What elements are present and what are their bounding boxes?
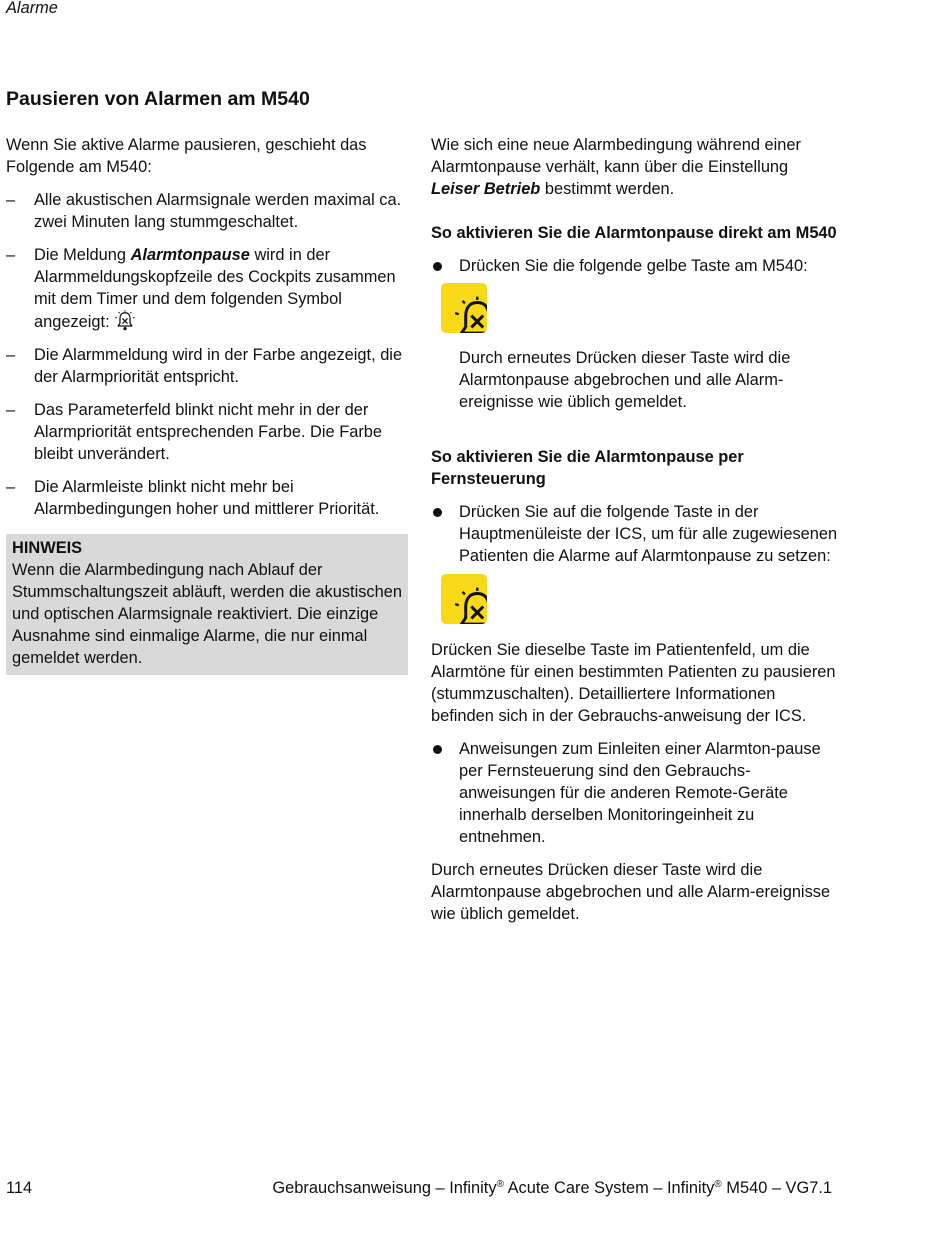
right-intro: Wie sich eine neue Alarmbedingung während einer Alarmtonpause verhält, kann über die Einstellung Leiser Betrieb bestimmt werden.: [431, 136, 801, 198]
alarm-pause-key-icon: [441, 574, 487, 624]
footer-title: Gebrauchsanweisung – Infinity® Acute Care System – Infinity® M540 – VG7.1: [272, 1179, 832, 1197]
list-item: – Das Parameterfeld blinkt nicht mehr in der der Alarmpriorität entsprechenden Farbe. Die Farbe bleibt unverändert.: [6, 399, 408, 465]
section-title: Pausieren von Alarmen am M540: [6, 88, 310, 110]
section2-heading: So aktivieren Sie die Alarmtonpause per Fernsteuerung: [431, 448, 744, 488]
note-title: HINWEIS: [12, 539, 83, 557]
page-number: 114: [6, 1179, 33, 1197]
direct-key: [441, 283, 841, 333]
note-box: [6, 534, 408, 675]
list-item: Drücken Sie auf die folgende Taste in der Hauptmenüleiste der ICS, um für alle zugewiesenen Patienten die Alarme auf Alarmtonpause zu setzen:: [431, 501, 841, 567]
list-item: – Die Meldung Alarmtonpause wird in der Alarmmeldungskopfzeile des Cockpits zusammen mit dem Timer und dem folgenden Symbol angezeigt:: [6, 244, 408, 333]
note-text: Wenn die Alarmbedingung nach Ablauf der Stummschaltungszeit abläuft, werden die akustischen und optischen Alarmsignale reaktiviert. Die einzige Ausnahme sind einmalige Alarme, die nur einmal gemeldet werden.: [12, 561, 402, 667]
section1-after: Durch erneutes Drücken dieser Taste wird die Alarmtonpause abgebrochen und alle Alarm-ereignisse wie üblich gemeldet.: [459, 349, 791, 411]
effects-list: [6, 189, 408, 520]
left-column: [6, 134, 408, 675]
left-intro: Wenn Sie aktive Alarme pausieren, geschieht das Folgende am M540:: [6, 136, 367, 176]
section2-final: Durch erneutes Drücken dieser Taste wird die Alarmtonpause abgebrochen und alle Alarm-ereignisse wie üblich gemeldet.: [431, 861, 831, 923]
bullet-dot: [433, 508, 442, 517]
section2-para: Drücken Sie dieselbe Taste im Patientenfeld, um die Alarmtöne für einen bestimmten Patienten zu pausieren (stummzuschalten). Detailliertere Informationen befinden sich in der Gebrauchs-anweisung der ICS.: [431, 641, 836, 725]
bullet-dot: [433, 745, 442, 754]
list-item: – Die Alarmmeldung wird in der Farbe angezeigt, die der Alarmpriorität entspricht.: [6, 344, 408, 388]
running-head: Alarme: [6, 0, 58, 17]
list-item: Drücken Sie die folgende gelbe Taste am M540:: [431, 255, 841, 277]
list-item: Anweisungen zum Einleiten einer Alarmton-pause per Fernsteuerung sind den Gebrauchs-anweisungen für die anderen Remote-Geräte innerhalb derselben Monitoringeinheit zu entnehmen.: [431, 738, 841, 848]
alarm-paused-bell-icon: [114, 310, 136, 332]
list-item: – Alle akustischen Alarmsignale werden maximal ca. zwei Minuten lang stummgeschaltet.: [6, 189, 408, 233]
right-column: [431, 134, 841, 925]
section1-heading: So aktivieren Sie die Alarmtonpause direkt am M540: [431, 224, 837, 242]
bullet-dot: [433, 262, 442, 271]
remote-key: [441, 574, 841, 624]
alarm-pause-key-icon: [441, 283, 487, 333]
list-item: – Die Alarmleiste blinkt nicht mehr bei Alarmbedingungen hoher und mittlerer Priorität.: [6, 476, 408, 520]
